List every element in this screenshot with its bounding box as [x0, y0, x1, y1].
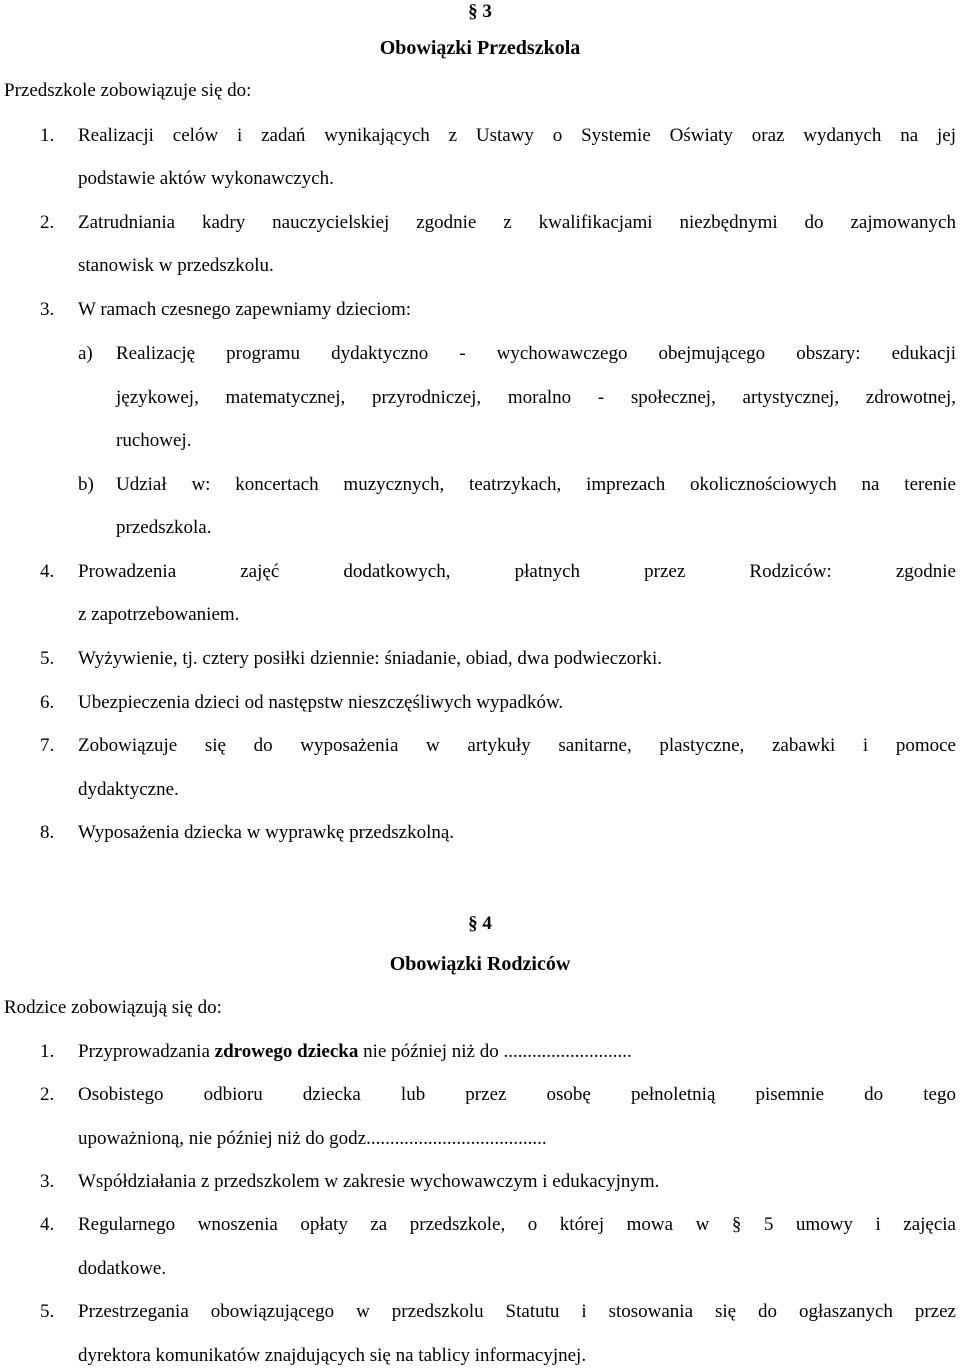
sub-item-letter: a)	[78, 343, 93, 364]
item-text: Wyżywienie, tj. cztery posiłki dziennie: śniadanie, obiad, dwa podwieczorki.	[78, 648, 662, 669]
item-text: Prowadzenia zajęć dodatkowych, płatnych przez Rodziców: zgodnie	[78, 561, 956, 582]
item-number: 4.	[40, 1214, 55, 1235]
item-text: dydaktyczne.	[78, 779, 179, 800]
sub-item-text: ruchowej.	[116, 430, 192, 451]
item-text: Ubezpieczenia dzieci od następstw nieszczęśliwych wypadków.	[78, 692, 564, 713]
item-number: 2.	[40, 1084, 55, 1105]
item-text: Realizacji celów i zadań wynikających z Ustawy o Systemie Oświaty oraz wydanych na jej	[78, 125, 956, 146]
item-number: 3.	[40, 1171, 55, 1192]
item-text: Zobowiązuje się do wyposażenia w artykuły sanitarne, plastyczne, zabawki i pomoce	[78, 735, 956, 756]
item-text: Osobistego odbioru dziecka lub przez osobę pełnoletnią pisemnie do tego	[78, 1084, 956, 1105]
section-3-symbol: § 3	[468, 1, 492, 22]
item-text: upoważnioną, nie później niż do godz......................................	[78, 1128, 547, 1149]
item-text: Wyposażenia dziecka w wyprawkę przedszkolną.	[78, 822, 455, 843]
item-number: 3.	[40, 299, 55, 320]
item-text: dyrektora komunikatów znajdujących się na tablicy informacyjnej.	[78, 1345, 587, 1366]
item-text: Współdziałania z przedszkolem w zakresie wychowawczym i edukacyjnym.	[78, 1171, 660, 1192]
section-3-title: Obowiązki Przedszkola	[379, 37, 581, 59]
item-text: Regularnego wnoszenia opłaty za przedszkole, o której mowa w § 5 umowy i zajęcia	[78, 1214, 956, 1235]
item-text-part: nie później niż do ...........................	[358, 1041, 632, 1062]
item-text: Zatrudniania kadry nauczycielskiej zgodnie z kwalifikacjami niezbędnymi do zajmowanych	[78, 212, 956, 233]
item-text: stanowisk w przedszkolu.	[78, 255, 274, 276]
item-number: 8.	[40, 822, 55, 843]
item-text: podstawie aktów wykonawczych.	[78, 168, 334, 189]
item-number: 6.	[40, 692, 55, 713]
item-text-bold: zdrowego dziecka	[214, 1041, 359, 1062]
item-text: dodatkowe.	[78, 1258, 167, 1279]
item-text: z zapotrzebowaniem.	[78, 604, 240, 625]
sub-item-text: Udział w: koncertach muzycznych, teatrzykach, imprezach okolicznościowych na terenie	[116, 474, 956, 495]
sub-item-text: przedszkola.	[116, 517, 212, 538]
item-text: Przestrzegania obowiązującego w przedszkolu Statutu i stosowania się do ogłaszanych przez	[78, 1301, 956, 1322]
section-4-symbol: § 4	[468, 913, 492, 934]
section-4-intro: Rodzice zobowiązują się do:	[4, 997, 222, 1018]
item-number: 4.	[40, 561, 55, 582]
item-text	[78, 1040, 956, 1064]
item-number: 1.	[40, 1041, 55, 1062]
item-text-part: Przyprowadzania	[78, 1041, 215, 1062]
item-number: 5.	[40, 648, 55, 669]
section-3-intro: Przedszkole zobowiązuje się do:	[4, 80, 252, 101]
item-number: 1.	[40, 125, 55, 146]
item-number: 5.	[40, 1301, 55, 1322]
sub-item-text: Realizację programu dydaktyczno - wychowawczego obejmującego obszary: edukacji	[116, 343, 956, 364]
item-number: 7.	[40, 735, 55, 756]
sub-item-letter: b)	[78, 474, 94, 495]
sub-item-text: językowej, matematycznej, przyrodniczej, moralno - społecznej, artystycznej, zdrowotnej,	[116, 387, 956, 408]
section-4-title: Obowiązki Rodziców	[389, 953, 571, 975]
item-text: W ramach czesnego zapewniamy dzieciom:	[78, 299, 412, 320]
item-number: 2.	[40, 212, 55, 233]
